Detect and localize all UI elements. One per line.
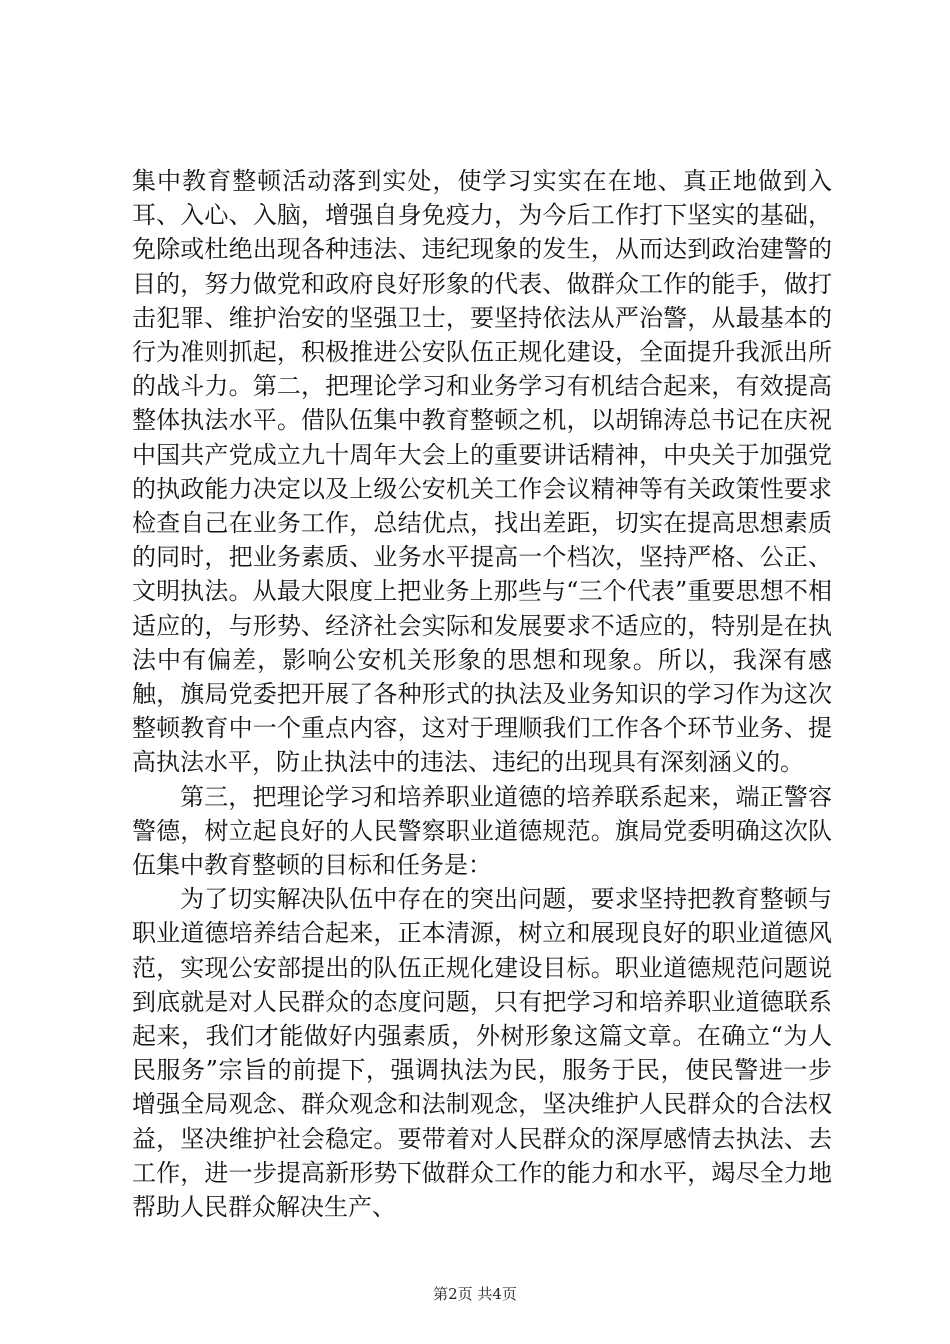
page-footer: 第2页 共4页 xyxy=(433,1285,517,1303)
paragraph-3: 为了切实解决队伍中存在的突出问题，要求坚持把教育整顿与职业道德培养结合起来，正本清源，树立和展现良好的职业道德风范，实现公安部提出的队伍正规化建设目标。职业道德规范问题说到底就是对人民群众的态度问题，只有把学习和培养职业道德联系起来，我们才能做好内强素质，外树形象这篇文章。在确立“为人民服务”宗旨的前提下，强调执法为民，服务于民，使民警进一步增强全局观念、群众观念和法制观念，坚决维护人民群众的合法权益，坚决维护社会稳定。要带着对人民群众的深厚感情去执法、去工作，进一步提高新形势下做群众工作的能力和水平，竭尽全力地帮助人民群众解决生产、 xyxy=(132,885,832,1222)
body-text xyxy=(132,164,832,1224)
paragraph-1: 集中教育整顿活动落到实处，使学习实实在在地、真正地做到入耳、入心、入脑，增强自身免疫力，为今后工作打下坚实的基础，免除或杜绝出现各种违法、违纪现象的发生，从而达到政治建警的目的，努力做党和政府良好形象的代表、做群众工作的能手，做打击犯罪、维护治安的坚强卫士，要坚持依法从严治警，从最基本的行为准则抓起，积极推进公安队伍正规化建设，全面提升我派出所的战斗力。第二，把理论学习和业务学习有机结合起来，有效提高整体执法水平。借队伍集中教育整顿之机，以胡锦涛总书记在庆祝中国共产党成立九十周年大会上的重要讲话精神，中央关于加强党的执政能力决定以及上级公安机关工作会议精神等有关政策性要求检查自己在业务工作，总结优点，找出差距，切实在提高思想素质的同时，把业务素质、业务水平提高一个档次，坚持严格、公正、文明执法。从最大限度上把业务上那些与“三个代表”重要思想不相适应的，与形势、经济社会实际和发展要求不适应的，特别是在执法中有偏差，影响公安机关形象的思想和现象。所以，我深有感触，旗局党委把开展了各种形式的执法及业务知识的学习作为这次整顿教育中一个重点内容，这对于理顺我们工作各个环节业务、提高执法水平，防止执法中的违法、违纪的出现具有深刻涵义的。 xyxy=(132,167,832,777)
paragraph-2: 第三，把理论学习和培养职业道德的培养联系起来，端正警容警德，树立起良好的人民警察职业道德规范。旗局党委明确这次队伍集中教育整顿的目标和任务是： xyxy=(132,782,832,880)
